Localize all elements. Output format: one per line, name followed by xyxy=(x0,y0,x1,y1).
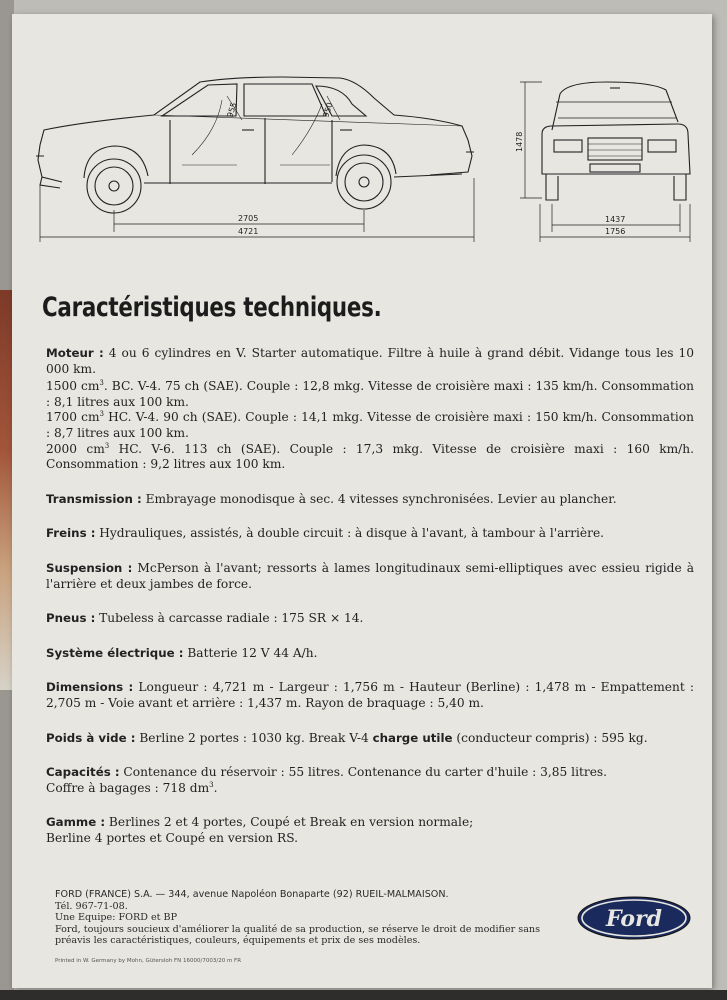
footer-disclaimer: Ford, toujours soucieux d'améliorer la qualité de sa production, se réserve le droit de modifier sans préavis les caractéristiques, couleurs, équipements et prix de ses modèles. xyxy=(55,923,541,946)
spec-text: Longueur : 4,721 m - Largeur : 1,756 m - Hauteur (Berline) : 1,478 m - Empattement : 2,705 m - Voie avant et arrière : 1,437 m. Rayon de braquage : 5,40 m. xyxy=(46,680,695,710)
spec-moteur-2000 xyxy=(46,442,694,473)
spec-text: McPerson à l'avant; ressorts à lames longitudinaux semi-elliptiques avec essieu rigide à l'arrière et deux jambes de force. xyxy=(46,560,694,591)
dim-track: 1437 xyxy=(605,215,626,224)
spec-dimensions xyxy=(46,680,694,711)
spec-text: . xyxy=(213,780,218,795)
spec-text: 2000 cm xyxy=(46,441,105,456)
spec-label: Suspension : xyxy=(46,560,133,575)
dim-length: 4721 xyxy=(238,227,259,236)
spec-text: Berline 4 portes et Coupé en version RS. xyxy=(46,830,298,845)
spec-gamme xyxy=(46,815,694,846)
page-title: Caractéristiques techniques. xyxy=(42,292,382,323)
spec-label: Poids à vide : xyxy=(46,730,136,745)
spec-text: Berlines 2 et 4 portes, Coupé et Break en version normale; xyxy=(105,815,474,830)
spec-text: Batterie 12 V 44 A/h. xyxy=(183,645,318,660)
spec-text: Tubeless à carcasse radiale : 175 SR × 14. xyxy=(95,611,364,626)
spec-text: (conducteur compris) : 595 kg. xyxy=(452,730,648,745)
superscript: 3 xyxy=(99,410,105,419)
spec-label: Système électrique : xyxy=(46,645,184,660)
spec-suspension xyxy=(46,561,694,592)
spec-moteur-1500 xyxy=(46,379,694,410)
spec-capacites xyxy=(46,765,694,796)
spec-inline-label: charge utile xyxy=(372,730,453,745)
spec-label: Pneus : xyxy=(46,611,96,626)
footer-tel: Tél. 967-71-08. xyxy=(55,900,128,912)
footer-equipe: Une Equipe: FORD et BP xyxy=(55,912,178,923)
table-edge xyxy=(0,990,727,1000)
spec-text: Coffre à bagages : 718 dm xyxy=(46,780,210,795)
printed-note: Printed in W. Germany by Mohn, Gütersloh FN 16000/7003/20 m FR xyxy=(55,958,242,964)
car-technical-drawing xyxy=(22,60,702,250)
dim-headroom-front: 955 xyxy=(225,101,239,119)
spec-label: Moteur : xyxy=(46,346,104,360)
ford-logo xyxy=(576,895,692,941)
spec-text: HC. V-4. 90 ch (SAE). Couple : 14,1 mkg. Vitesse de croisière maxi : 150 km/h. Consommation : 8,7 litres aux 100 km. xyxy=(46,410,694,440)
dim-headroom-rear: 950 xyxy=(321,101,335,119)
spec-text: HC. V-6. 113 ch (SAE). Couple : 17,3 mkg. Vitesse de croisière maxi : 160 km/h. Consommation : 9,2 litres aux 100 km. xyxy=(46,441,695,472)
superscript: 3 xyxy=(104,441,110,450)
footer xyxy=(55,889,575,947)
spec-transmission xyxy=(46,492,694,508)
spec-label: Transmission : xyxy=(46,491,142,506)
spec-text: 1700 cm xyxy=(46,410,100,425)
spec-moteur xyxy=(46,346,694,377)
spec-electrique xyxy=(46,646,694,662)
spec-text: Hydrauliques, assistés, à double circuit : à disque à l'avant, à tambour à l'arrière. xyxy=(95,526,605,541)
specifications xyxy=(46,346,694,846)
spec-text: Embrayage monodisque à sec. 4 vitesses synchronisées. Levier au plancher. xyxy=(141,491,617,506)
spec-label: Gamme : xyxy=(46,815,106,830)
ford-logo-text: Ford xyxy=(605,906,663,932)
dim-wheelbase: 2705 xyxy=(238,214,259,223)
dim-width: 1756 xyxy=(605,227,626,236)
spec-poids xyxy=(46,731,694,747)
spec-label: Capacités : xyxy=(46,765,120,780)
superscript: 3 xyxy=(99,379,104,388)
spec-text: . BC. V-4. 75 ch (SAE). Couple : 12,8 mkg. Vitesse de croisière maxi : 135 km/h. Consommation : 8,1 litres aux 100 km. xyxy=(46,379,695,409)
superscript: 3 xyxy=(209,780,214,789)
spec-text: 1500 cm xyxy=(46,379,100,394)
dim-height: 1478 xyxy=(515,131,524,152)
spec-freins xyxy=(46,526,694,542)
spec-text: Berline 2 portes : 1030 kg. Break V-4 xyxy=(135,730,373,745)
footer-address: FORD (FRANCE) S.A. — 344, avenue Napoléon Bonaparte (92) RUEIL-MALMAISON. xyxy=(55,889,449,900)
spec-moteur-1700 xyxy=(46,410,694,441)
spec-pneus xyxy=(46,611,694,627)
spec-label: Freins : xyxy=(46,526,96,541)
spec-label: Dimensions : xyxy=(46,680,134,695)
spec-text: 4 ou 6 cylindres en V. Starter automatique. Filtre à huile à grand débit. Vidange tous les 10 000 km. xyxy=(46,346,694,376)
spec-text: Contenance du réservoir : 55 litres. Contenance du carter d'huile : 3,85 litres. xyxy=(119,765,608,780)
